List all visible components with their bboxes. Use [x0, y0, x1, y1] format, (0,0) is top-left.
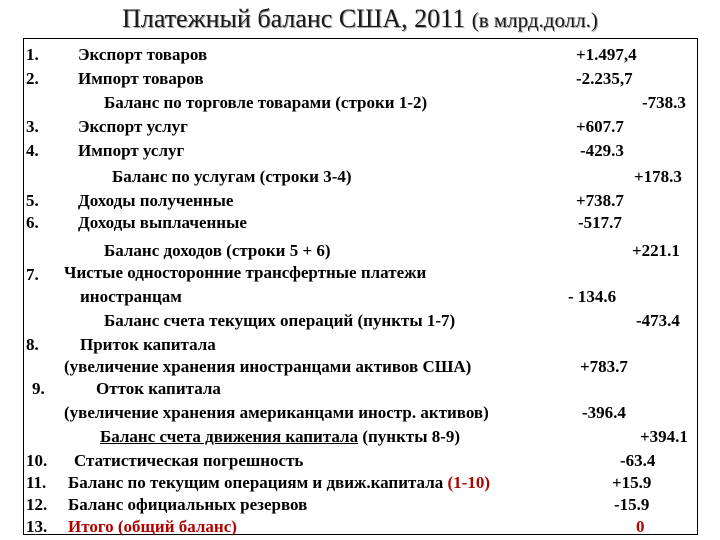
subtotal-value: +394.1	[640, 427, 688, 446]
row-number: 12.	[26, 495, 48, 514]
subtotal-label	[100, 426, 460, 448]
row-value: -2.235,7	[576, 69, 633, 88]
row-value: -15.9	[614, 495, 650, 514]
row-number: 11.	[26, 473, 47, 492]
row-value: -396.4	[582, 403, 626, 422]
row-value: +1.497,4	[576, 45, 637, 64]
row-label-line2: иностранцам	[80, 287, 182, 306]
title-unit: (в млрд.долл.)	[471, 8, 598, 32]
row-value: +607.7	[576, 117, 624, 136]
row-number: 4.	[26, 141, 39, 160]
subtotal-value: -473.4	[636, 311, 680, 330]
row-label: Приток капитала	[80, 335, 216, 354]
row-label-range: (1-10)	[447, 473, 490, 492]
subtotal-value: -738.3	[642, 93, 686, 112]
row-number: 7.	[26, 265, 39, 284]
row-label-main: Итого (общий баланс)	[68, 517, 237, 536]
row-number: 5.	[26, 191, 39, 210]
row-label	[68, 472, 490, 494]
subtotal-value: +178.3	[634, 167, 682, 186]
row-number: 2.	[26, 69, 39, 88]
row-label: Доходы полученные	[78, 191, 234, 210]
row-number: 3.	[26, 117, 39, 136]
row-label	[68, 516, 237, 538]
row-number: 10.	[26, 451, 48, 470]
row-label: Импорт услуг	[78, 141, 185, 160]
row-value: 0	[636, 517, 645, 536]
subtotal-label: Баланс по торговле товарами (строки 1-2)	[104, 93, 428, 112]
row-label: Статистическая погрешность	[74, 451, 304, 470]
row-label-main: Баланс по текущим операциям и движ.капитала	[68, 473, 448, 492]
row-label: Баланс официальных резервов	[68, 495, 308, 514]
row-note: (увеличение хранения иностранцами активов США)	[64, 357, 472, 376]
row-label: Отток капитала	[96, 379, 221, 398]
subtotal-label-rest: (пункты 8-9)	[358, 427, 461, 446]
row-value: -63.4	[620, 451, 656, 470]
subtotal-label-underlined: Баланс счета движения капитала	[100, 427, 359, 446]
row-label: Экспорт товаров	[78, 45, 208, 64]
subtotal-value: +221.1	[632, 241, 680, 260]
row-number: 6.	[26, 213, 39, 232]
row-value: +738.7	[576, 191, 624, 210]
row-number: 9.	[32, 379, 45, 398]
row-number: 8.	[26, 335, 39, 354]
row-label: Экспорт услуг	[78, 117, 188, 136]
row-value: +783.7	[580, 357, 628, 376]
row-label: Доходы выплаченные	[78, 213, 247, 232]
page-title	[0, 2, 720, 37]
subtotal-label: Баланс доходов (строки 5 + 6)	[104, 241, 331, 260]
row-label-line1: Чистые односторонние трансфертные платежи	[64, 263, 427, 282]
row-value: - 134.6	[568, 287, 617, 306]
row-value: +15.9	[612, 473, 652, 492]
row-value: -517.7	[578, 213, 622, 232]
subtotal-label: Баланс счета текущих операций (пункты 1-7)	[104, 311, 456, 330]
subtotal-label: Баланс по услугам (строки 3-4)	[112, 167, 352, 186]
row-label: Импорт товаров	[78, 69, 204, 88]
row-number: 1.	[26, 45, 39, 64]
title-main: Платежный баланс США, 2011	[122, 4, 466, 33]
row-note: (увеличение хранения американцами иностр. активов)	[64, 403, 489, 422]
row-number: 13.	[26, 517, 48, 536]
row-value: -429.3	[580, 141, 624, 160]
